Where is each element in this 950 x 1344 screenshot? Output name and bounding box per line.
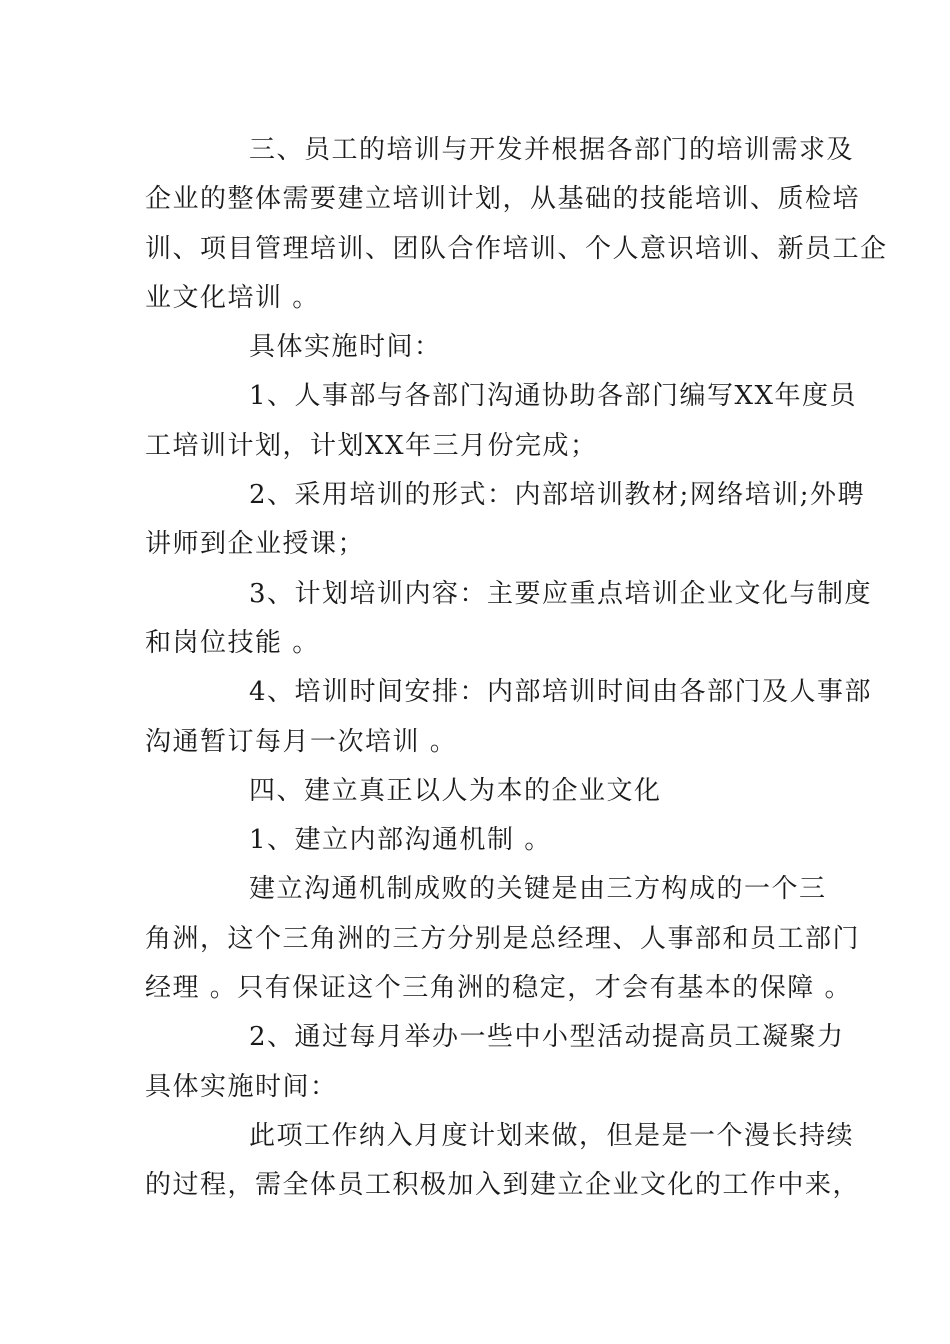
text-line: 2、通过每月举办一些中小型活动提高员工凝聚力	[249, 1022, 845, 1053]
text-line: 业文化培训 。	[145, 282, 320, 313]
text-line: 4、培训时间安排：内部培训时间由各部门及人事部	[249, 677, 873, 708]
body-text	[145, 126, 888, 1211]
text-line: 角洲，这个三角洲的三方分别是总经理、人事部和员工部门	[145, 923, 861, 954]
text-line: 具体实施时间：	[249, 332, 442, 363]
text-line: 2、采用培训的形式：内部培训教材;网络培训;外聘	[249, 480, 866, 511]
text-line: 3、计划培训内容：主要应重点培训企业文化与制度	[249, 578, 873, 609]
text-line: 工培训计划，计划XX年三月份完成；	[145, 430, 598, 461]
text-line: 1、人事部与各部门沟通协助各部门编写XX年度员	[249, 381, 858, 412]
text-line: 1、建立内部沟通机制 。	[249, 825, 552, 856]
text-line: 沟通暂订每月一次培训 。	[145, 726, 458, 757]
text-line: 和岗位技能 。	[145, 627, 320, 658]
text-line: 的过程，需全体员工积极加入到建立企业文化的工作中来，	[145, 1170, 861, 1201]
text-line: 企业的整体需要建立培训计划，从基础的技能培训、质检培	[145, 184, 861, 215]
text-line: 三、员工的培训与开发并根据各部门的培训需求及	[249, 135, 855, 165]
section-heading: 四、建立真正以人为本的企业文化	[249, 775, 662, 806]
text-line: 讲师到企业授课；	[145, 529, 366, 560]
text-line: 此项工作纳入月度计划来做，但是是一个漫长持续	[249, 1120, 855, 1151]
text-line: 经理 。只有保证这个三角洲的稳定，才会有基本的保障 。	[145, 973, 853, 1004]
text-line: 具体实施时间：	[145, 1071, 338, 1102]
text-line: 训、项目管理培训、团队合作培训、个人意识培训、新员工企	[145, 233, 888, 264]
text-line: 建立沟通机制成败的关键是由三方构成的一个三	[249, 874, 827, 905]
